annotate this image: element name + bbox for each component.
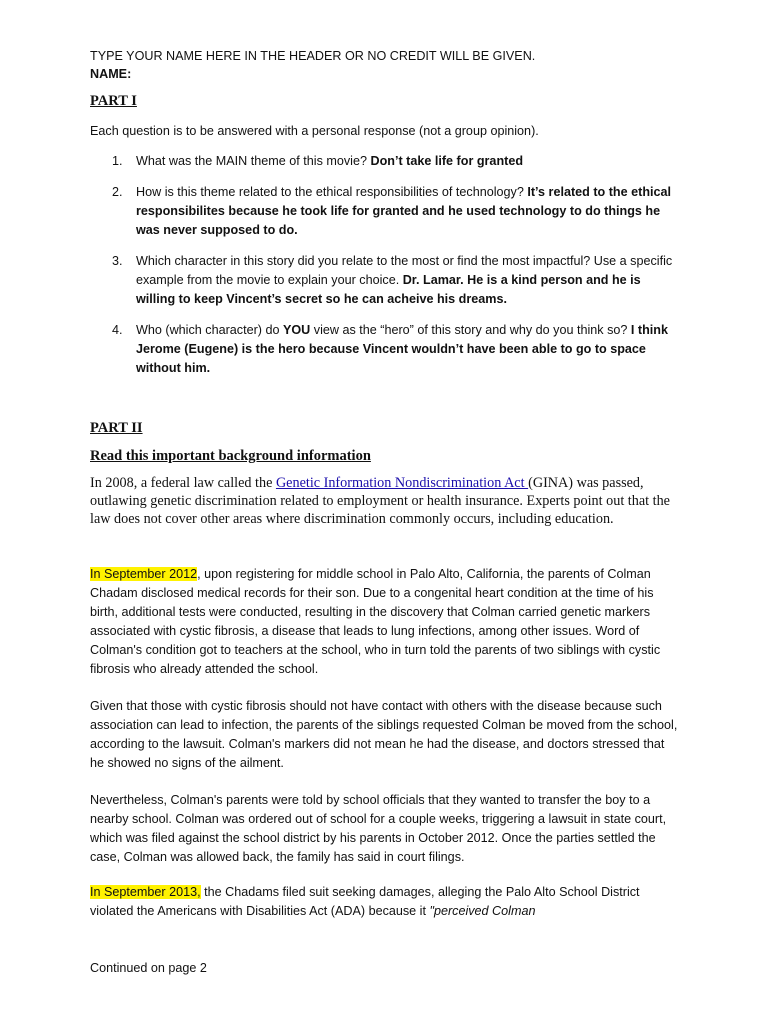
part-1-intro: Each question is to be answered with a personal response (not a group opinion). <box>90 124 539 138</box>
question-text: What was the MAIN theme of this movie? <box>136 154 371 168</box>
gina-text-post: (GINA) was passed, outlawing genetic discrimination related to employment or health insurance. Experts point out that the law does not cover other areas where discrimination commonly occurs, including education. <box>90 475 670 527</box>
question-number: 1. <box>112 154 123 168</box>
highlight-date: In September 2013, <box>90 885 201 899</box>
paragraph-2013 <box>90 883 680 921</box>
answer-text: It’s related to the ethical responsibilites because he took life for granted and he used technology to do things he was never supposed to do. <box>136 185 672 237</box>
question-item <box>90 252 680 309</box>
quote-text: "perceived Colman <box>429 904 536 918</box>
page-footer: Continued on page 2 <box>90 961 207 975</box>
question-emphasis: YOU <box>282 323 311 337</box>
gina-paragraph <box>90 474 680 528</box>
answer-text: I think Jerome (Eugene) is the hero because Vincent wouldn’t have been able to go to space without him. <box>136 323 668 375</box>
question-text: Who (which character) do <box>136 323 283 337</box>
question-item <box>90 321 680 378</box>
question-text: Which character in this story did you relate to the most or find the most impactful? Use a specific example from the movie to explain your choice. <box>136 254 673 287</box>
name-label: NAME: <box>90 67 132 81</box>
header-instruction: TYPE YOUR NAME HERE IN THE HEADER OR NO CREDIT WILL BE GIVEN. <box>90 49 536 63</box>
paragraph-text: the Chadams filed suit seeking damages, alleging the Palo Alto School District violated the Americans with Disabilities Act (ADA) because it <box>90 885 640 918</box>
paragraph-lawsuit: Nevertheless, Colman's parents were told by school officials that they wanted to transfer the boy to a nearby school. Colman was ordered out of school for a couple weeks, triggering a lawsuit in state court, which was filed against the school district by his parents in October 2012. Once the parties settled the case, Colman was allowed back, the family has said in court filings. <box>90 793 667 864</box>
background-heading: Read this important background information <box>90 448 371 464</box>
answer-text: Dr. Lamar. He is a kind person and he is willing to keep Vincent’s secret so he can acheive his dreams. <box>136 273 641 306</box>
question-number: 2. <box>112 185 123 199</box>
question-list <box>90 152 680 390</box>
gina-text-pre: In 2008, a federal law called the <box>90 475 276 491</box>
question-item <box>90 183 680 240</box>
question-text-cont: view as the “hero” of this story and why do you think so? <box>310 323 631 337</box>
gina-link[interactable]: Genetic Information Nondiscrimination Act <box>275 475 529 491</box>
part-2-heading: PART II <box>90 420 143 436</box>
question-number: 3. <box>112 254 123 268</box>
question-number: 4. <box>112 323 123 337</box>
paragraph-text: , upon registering for middle school in Palo Alto, California, the parents of Colman Chadam disclosed medical records for their son. Due to a congenital heart condition at the time of his birth, additional tests were conducted, resulting in the discovery that Colman carried genetic markers associated with cystic fibrosis, a disease that leads to lung infections, among other issues. Word of Colman's condition got to teachers at the school, who in turn told the parents of two siblings with cystic fibrosis who already attended the school. <box>90 567 661 676</box>
question-text: How is this theme related to the ethical responsibilities of technology? <box>136 185 528 199</box>
highlight-date: In September 2012 <box>90 567 198 581</box>
paragraph-cystic-fibrosis: Given that those with cystic fibrosis should not have contact with others with the disease because such association can lead to infection, the parents of the siblings requested Colman be moved from the school, according to the lawsuit. Colman's markers did not mean he had the disease, and doctors stressed that he showed no signs of the ailment. <box>90 699 678 770</box>
answer-text: Don’t take life for granted <box>370 154 524 168</box>
question-item <box>90 152 680 171</box>
part-1-heading: PART I <box>90 93 137 109</box>
paragraph-2012 <box>90 565 680 679</box>
